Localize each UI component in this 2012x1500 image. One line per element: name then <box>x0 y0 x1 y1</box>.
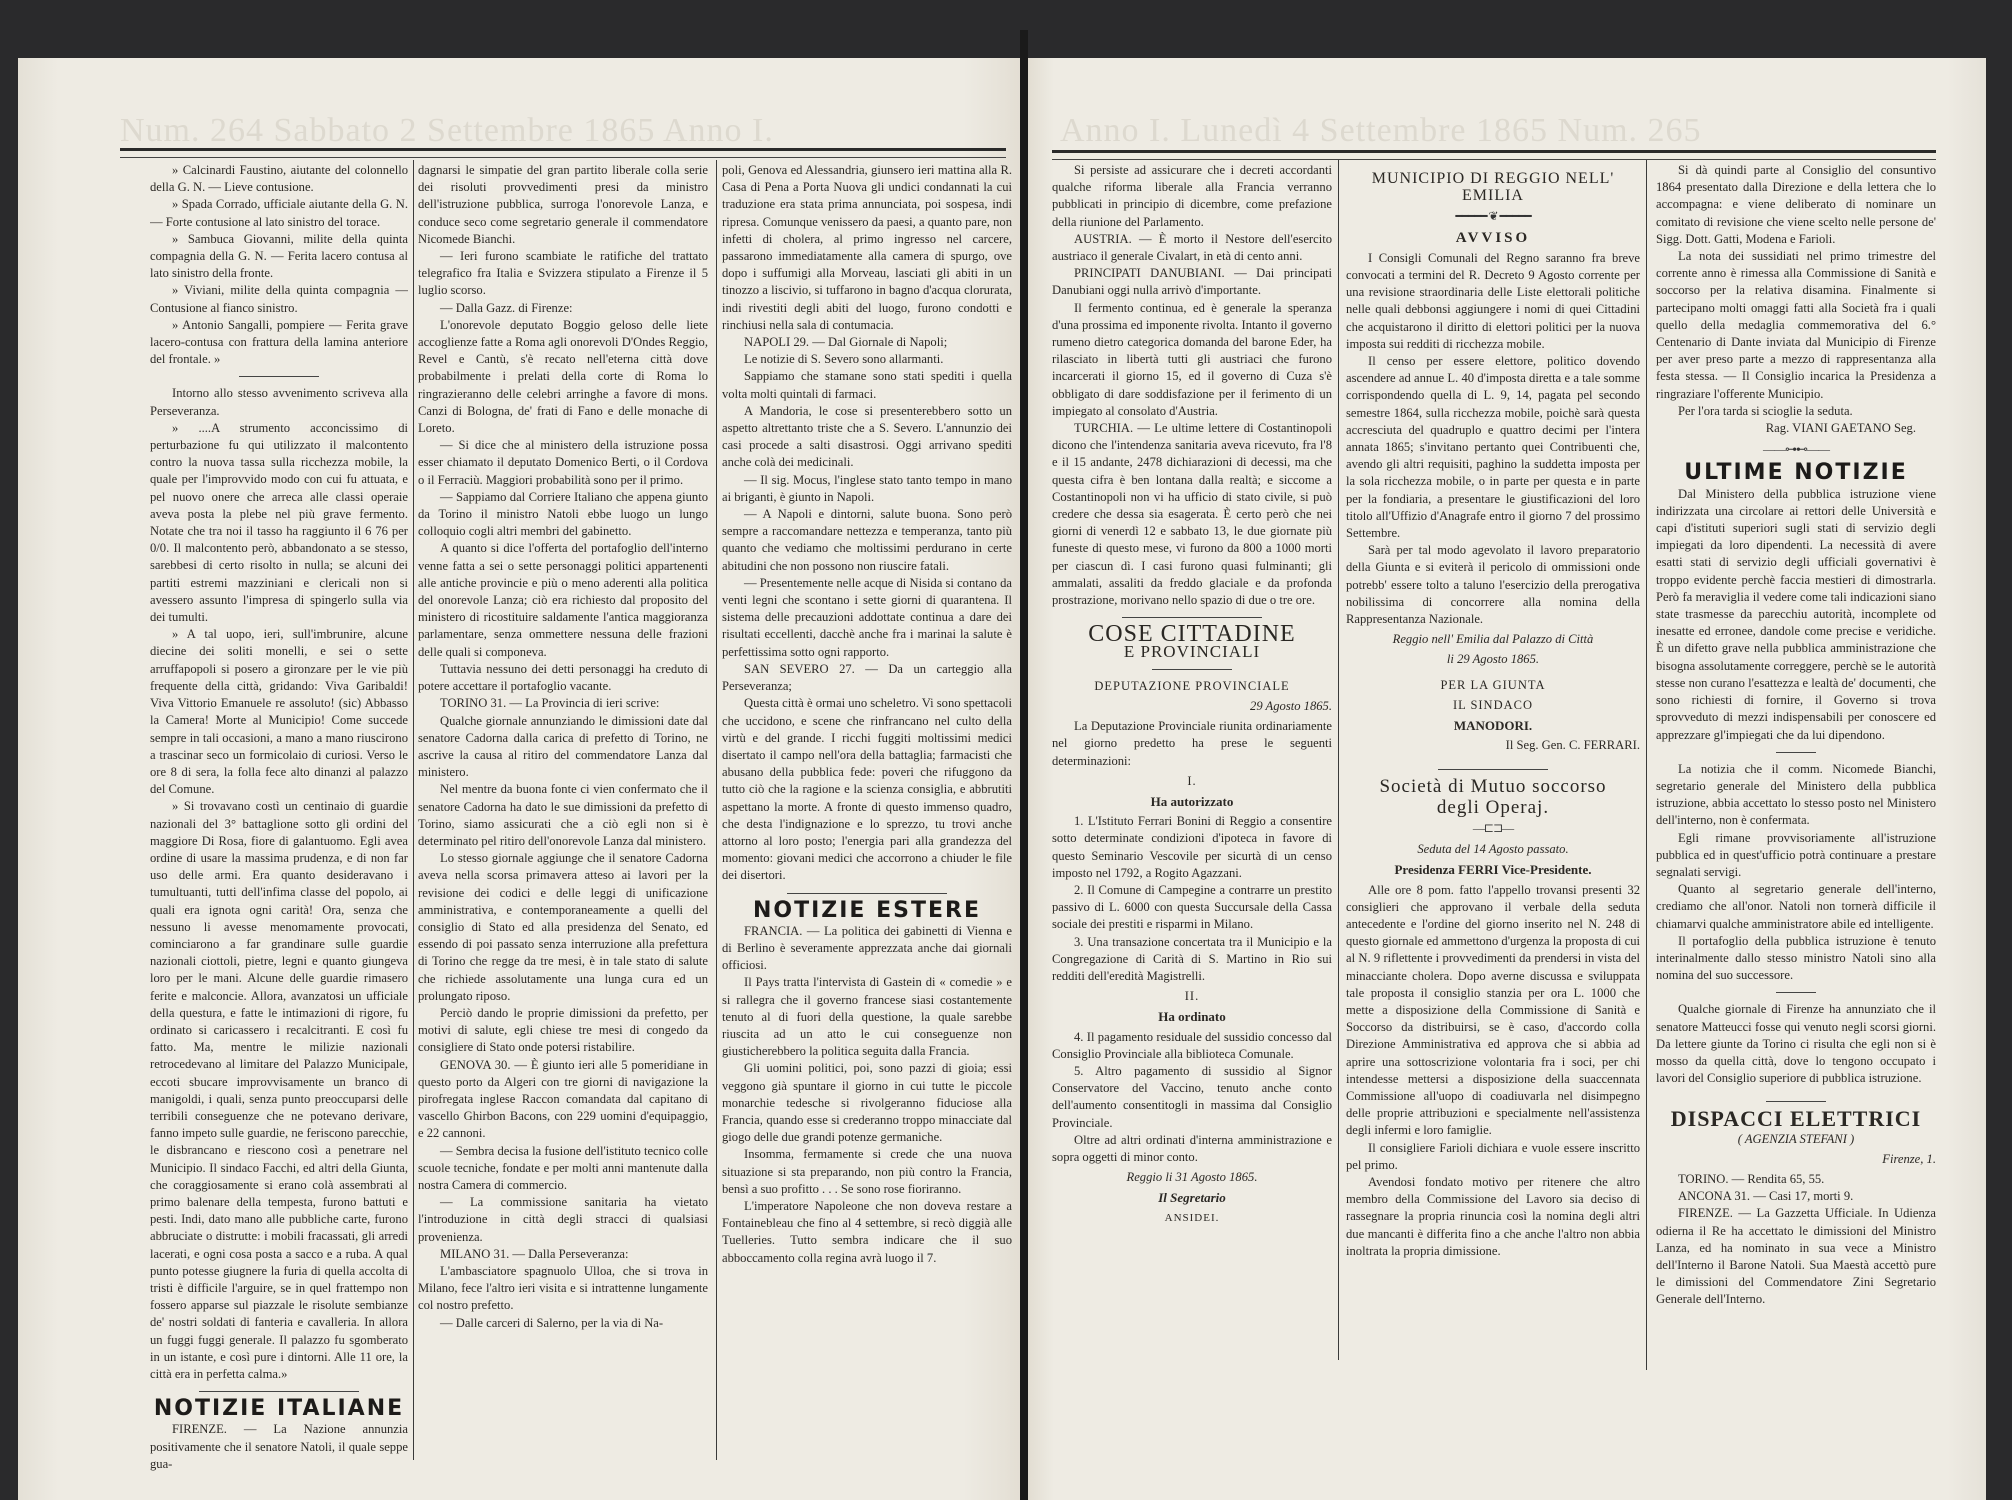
section-heading-dispacci: DISPACCI ELETTRICI <box>1670 1106 1922 1132</box>
article-paragraph: Dal Ministero della pubblica istruzione viene indirizzata una circolare ai rettori delle Università e capi d'istituti superiori sugli stati di servizio degli impiegati da loro dipendenti. La necessità di avere esatti stati di servizio degli ufficiali governativi è troppo evidente perchè faccia mestieri di dimostrarla. Però fa meraviglia il vedere come tali indicazioni siano state trasmesse da parecchiu autorità, incomplete od inesatte ed erronee, dandole come precise e veridiche. È un difetto grave nella pubblica amministrazione che bisogna assolutamente correggere, perchè se le autorità stesse non curano l'esattezza e lealtà de' documenti, che sono richiesti di fornire, il Governo si trova sprovveduto di mezzi indispensabili per conoscere ed apprezzare gl'impiegati che da lui dipendono. <box>1656 486 1936 742</box>
ornament-divider: —⊏⊐— <box>1472 820 1514 835</box>
separator <box>1122 617 1262 618</box>
society-title: degli Operaj. <box>1436 796 1550 818</box>
article-paragraph: Egli rimane provvisoriamente all'istruzione pubblica ed in quest'ufficio potrà continuare a prestare segnalati servigi. <box>1656 830 1936 879</box>
article-paragraph: Lo stesso giornale aggiunge che il senatore Cadorna aveva nella scorsa primavera atteso ai lavori per la revisione dei codici e delle leggi di unificazione amministrativa, e contemporaneamente a quelli del consiglio di Stato ed alla presidenza del Senato, ed essendo di poi passato senza interruzione alla prefettura di Torino che regge da tre mesi, è in tale stato di salute che richiede assolutamente una lunga cura ed un prolungato riposo. <box>418 851 708 1003</box>
dateline: Firenze, 1. <box>1882 1151 1936 1166</box>
left-col-3 <box>722 162 1012 1472</box>
article-paragraph: » Si trovavano costì un centinaio di guardie nazionali del 3° battaglione sotto gli ordini del maggiore Di Rosa, fiore di galantuomo. Egli avea ordine di usare la massima prudenza, e di non far uso delle armi. Era quanto desideravano i tumultuanti, tutti dell'infima classe del popolo, ai quali era ignota ogni carità! Ora, senza che nessuno li avesse menomamente provocati, cominciarono a far grandinare sulle guardie nazionali ciottoli, pietre, legni e quanto giungeva loro per le mani. Alcune delle guardie rimasero ferite e malconcie. Allora, avanzatosi un ufficiale della questura, e fatte le intimazioni di rigore, fu ordinato si caricassero i recalcitranti. E così fu fatto. Ma, mentre le milizie nazionali retrocedevano al limitare del Palazzo Municipale, eccoti sbucare improvvisamente un branco di manigoldi, i quali, senza punto preoccuparsi delle terribili conseguenze che ne potevano derivare, fanno impeto sulle guardie, ne feriscono parecchie, le disbrancano e riescono così a penetrare nel Municipio. Il sindaco Facchi, ed altri della Giunta, che coraggiosamente si erano colà assembrati al primo balenare della tempesta, furono battuti e pesti. Indi, dato mano alle pubbliche carte, furono abbruciate o distrutte: i mobili fracassati, gli arredi lacerati, e ogni cosa posta a sacco e a ruba. A qual punto potesse giugnere la furia di quella accolta di tristi è difficile l'arguire, se in quel frattempo non fossero apparse sul piazzale le risolute sembianze de' nostri soldati di fanteria e cavalleria. In allora un fuggi fuggi generale. Il palazzo fu sgomberato in un istante, e così pure i dintorni. Alle 11 ore, la città era in perfetta calma.» <box>150 799 408 1382</box>
article-paragraph: La notizia che il comm. Nicomede Bianchi, segretario generale del Ministero della pubblica istruzione, abbia accettato lo stesso posto nel Ministero dell'interno, non è confermata. <box>1656 761 1936 828</box>
part-numeral: I. <box>1187 773 1197 788</box>
part-numeral: II. <box>1184 989 1200 1004</box>
left-col-2 <box>418 162 708 1472</box>
deputazione-heading: DEPUTAZIONE PROVINCIALE <box>1094 678 1290 693</box>
article-paragraph: Insomma, fermamente si crede che una nuova situazione si sta preparando, non più contro la Francia, bensì a suo profitto . . . Se sono rose fioriranno. <box>722 1147 1012 1196</box>
article-paragraph: GENOVA 30. — È giunto ieri alle 5 pomeridiane in questo porto da Algeri con tre giorni di navigazione la pirofregata inglese Raccon comandata dal capitano di vascello Ghirbon Bacons, con 229 uomini d'equipaggio, e 22 cannoni. <box>418 1057 708 1141</box>
article-paragraph: — Sappiamo dal Corriere Italiano che appena giunto da Torino il ministro Natoli ebbe luogo un lungo colloquio cogli altri membri del gabinetto. <box>418 489 708 539</box>
dispatch-item: FIRENZE. — La Gazzetta Ufficiale. In Udienza odierna il Re ha accettato le dimissioni del Ministro Lanza, ed ha nominato in sua vece a Ministro dell'Interno il Barone Natoli. Sua Maestà accettò pure le dimissioni del Commendatore Zini Segretario Generale dell'Interno. <box>1656 1206 1936 1307</box>
right-col-3 <box>1656 162 1936 1472</box>
article-paragraph: Sarà per tal modo agevolato il lavoro preparatorio della Giunta e si eviterà il pericolo di ommissioni onde potrebb' essere tolto a taluno l'esercizio della prerogativa nobilissima di concorrere alla nomina della Rappresentanza Nazionale. <box>1346 543 1640 627</box>
list-item: 3. Una transazione concertata tra il Municipio e la Congregazione di Carità di S. Martino in Rio sui redditi dell'eredità Magistrelli. <box>1052 934 1332 983</box>
article-paragraph: A quanto si dice l'offerta del portafoglio dell'interno venne fatta a sei o sette personaggi politici appartenenti alle antiche provincie e più o meno aderenti alla politica del onorevole Lanza; ciò era richiesto dal proposito del ministero di ricostituire saldamente l'antica maggioranza parlamentare, senza ommettere nessuna delle frazioni delle quali si componeva. <box>418 541 708 659</box>
article-paragraph: Il consigliere Farioli dichiara e vuole essere inscritto pel primo. <box>1346 1140 1640 1172</box>
list-item: 1. L'Istituto Ferrari Bonini di Reggio a consentire sotto determinate condizioni d'ipoteca in favore di questo Seminario Vescovile per sicurtà di un censo imposto nel 1792, a Rogito Agazzani. <box>1052 814 1332 880</box>
separator <box>1766 1101 1826 1102</box>
municipio-title: MUNICIPIO DI REGGIO NELL' EMILIA <box>1371 170 1615 205</box>
article-paragraph: Perciò dando le proprie dimissioni da prefetto, per motivi di salute, egli chiese tre mesi di congedo da consigliere di Stato onde potersi ristabilire. <box>418 1005 708 1055</box>
dispatch-item: ANCONA 31. — Casi 17, morti 9. <box>1678 1189 1854 1204</box>
column-divider <box>413 160 414 1460</box>
article-paragraph: TURCHIA. — Le ultime lettere di Costantinopoli dicono che l'intendenza sanitaria aveva ricevuto, fra l'8 e il 15 andante, 2478 dichiarazioni di decessi, ma che questa cifra è ben lontana dalla realtà; e siccome a Costantinopoli non vi ha ufficio di stato civile, si può credere che dessa sia esagerata. È certo però che nei giorni di venerdì 12 e sabbato 13, le due giornate più funeste di questo mese, vi furono da 800 a 1000 morti per ciascun dì. I casi furono quasi fulminanti; gli ammalati, assaliti da freddo glaciale e da profonda prostrazione, morivano nello spazio di due o tre ore. <box>1052 421 1332 608</box>
dateline: 29 Agosto 1865. <box>1250 698 1332 713</box>
signature-line: PER LA GIUNTA <box>1440 677 1546 692</box>
separator <box>1776 992 1816 993</box>
column-divider <box>1338 160 1339 1360</box>
article-paragraph: Questa città è ormai uno scheletro. Vi sono spettacoli che uccidono, e scene che rinfrancano nel culto della virtù e del grande. I ricchi fuggiti moltissimi medici disertato il campo nell'ora della battaglia; farmacisti che abusano della pubblica fede: poveri che rifuggono da tutto ciò che la ragione e la scienza consiglia, e abbrutiti aspettano la morte. A fronte di questo immenso quadro, che desta l'indignazione e lo sprezzo, tu trovi anche attorno al loro posto; l'energia pari alla grandezza del momento: giovani medici che accorrono a chiuder le file dei disertori. <box>722 696 1012 883</box>
left-col-1 <box>150 162 408 1472</box>
right-header-rule <box>1052 150 1936 160</box>
article-paragraph: — Dalla Gazz. di Firenze: <box>440 300 573 315</box>
article-paragraph: L'ambasciatore spagnuolo Ulloa, che si trova in Milano, fece l'altro ieri visita e si intrattenne lungamente col nostro prefetto. <box>418 1264 708 1313</box>
casualty-item: » Antonio Sangalli, pompiere — Ferita grave lacero-contusa con frattura della lamina anteriore del frontale. » <box>150 317 408 367</box>
article-paragraph: La Deputazione Provinciale riunita ordinariamente nel giorno predetto ha prese le seguenti determinazioni: <box>1052 719 1332 768</box>
article-paragraph: Per l'ora tarda si scioglie la seduta. <box>1678 403 1853 418</box>
article-paragraph: — Ieri furono scambiate le ratifiche del trattato telegrafico fra Italia e Svizzera stipulato a Firenze il 5 luglio scorso. <box>418 249 708 298</box>
article-paragraph: Le notizie di S. Severo sono allarmanti. <box>744 352 944 367</box>
signature-name: MANODORI. <box>1453 718 1533 734</box>
article-paragraph: Si persiste ad assicurare che i decreti accordanti qualche riforma liberale alla Francia verranno pubblicati in principio di dicembre, come prefazione della riunione del Parlamento. <box>1052 163 1332 229</box>
right-ghost-masthead: Anno I. Lunedì 4 Settembre 1865 Num. 265 <box>1060 112 1702 149</box>
secretary-signature: Rag. VIANI GAETANO Seg. <box>1765 421 1916 436</box>
separator <box>1776 752 1816 753</box>
article-paragraph: Sappiamo che stamane sono stati spediti i quella volta molti quintali di farmaci. <box>722 369 1012 401</box>
session-line: Seduta del 14 Agosto passato. <box>1417 842 1569 857</box>
article-paragraph: La nota dei sussidiati nel primo trimestre del corrente anno è rimessa alla Commissione di Sanità e soccorso per la relativa disamina. Finalmente si partecipano molti omaggi fatti alla Società fra i quali quello della medaglia commemorativa del 6.° Centenario di Dante inviata dal Municipio di Firenze per aver preso parte a mezzo di rappresentanza alla festa stessa. — Il Consiglio incarica la Presidenza a ringraziare l'offerente Municipio. <box>1656 249 1936 401</box>
article-paragraph: Nel mentre da buona fonte ci vien confermato che il senatore Cadorna ha dato le sue dimissioni da prefetto di Torino, siamo assicurati che a ciò egli non si è determinato pel ritiro dell'onorevole Lanza dal ministero. <box>418 782 708 848</box>
article-paragraph: MILANO 31. — Dalla Perseveranza: <box>440 1246 629 1261</box>
separator <box>1438 769 1548 770</box>
article-paragraph: Il portafoglio della pubblica istruzione è tenuto interinalmente dallo stesso ministro Natoli sino alla nomina del suo successore. <box>1656 933 1936 983</box>
article-paragraph: Gli uomini politici, poi, sono pazzi di gioia; essi veggono già spuntare il giorno in cui tutte le piccole monarchie tedesche si rivolgeranno fiduciose alla Francia, quando esse si crederanno troppo minacciate dal giogo delle due grandi potenze germaniche. <box>722 1061 1012 1145</box>
right-col-2 <box>1346 162 1640 1472</box>
separator <box>787 893 947 894</box>
article-paragraph: Avendosi fondato motivo per ritenere che altro membro della Commissione del Lavoro sia deciso di rassegnare la propria rinuncia così la nomina degli altri due mancanti è differita fino a che anche l'altro non abbia inoltrata la propria dimissione. <box>1346 1174 1640 1258</box>
casualty-item: » Calcinardi Faustino, aiutante del colonnello della G. N. — Lieve contusione. <box>150 163 408 195</box>
article-paragraph: AUSTRIA. — È morto il Nestore dell'esercito austriaco il generale Civalart, in età di cento anni. <box>1052 231 1332 264</box>
signature-title: Il Segretario <box>1158 1190 1226 1206</box>
article-paragraph: L'imperatore Napoleone che non doveva restare a Fontainebleau che fino al 4 settembre, si recò diggià alle Tuelleries. Tutto sembra indicare che il suo abboccamento colla regina avrà luogo il 7. <box>722 1198 1012 1265</box>
book-spine <box>1020 30 1028 1500</box>
article-paragraph: Si dà quindi parte al Consiglio del consuntivo 1864 presentato dalla Direzione e della lettera che lo accompagna: e viene deliberato di nominare un comitato di revisione che viene scelto nelle persone de' Sigg. Dott. Gatti, Modena e Farioli. <box>1656 163 1936 246</box>
article-paragraph: I Consigli Comunali del Regno saranno fra breve convocati a termini del R. Decreto 9 Agosto corrente per una revisione straordinaria delle Liste elettorali politiche nelle quali debbonsi aggiungere i nomi di quei Cittadini che acquistarono il diritto di elettori politici per la nuova imposta sui redditi di ricchezza mobile. <box>1346 250 1640 351</box>
dispatch-item: TORINO. — Rendita 65, 55. <box>1678 1171 1825 1186</box>
article-paragraph: Il fermento continua, ed è generale la speranza d'una prossima ed imponente rivolta. Intanto il governo rumeno dietro categorica domanda del barone Eder, ha rilasciato in libertà tutti gli austriaci che furono incarcerati il giorno 15, ed il governo di Cuza s'è obbligato di dare soddisfazione per il ferimento di un impiegato al consolato d'Austria. <box>1052 300 1332 418</box>
column-divider <box>1646 160 1647 1370</box>
part-title: Ha ordinato <box>1158 1009 1226 1025</box>
separator <box>239 376 319 377</box>
section-heading-notizie-italiane: NOTIZIE ITALIANE <box>153 1396 405 1422</box>
section-heading-cose-cittadine: COSE CITTADINE <box>1088 621 1296 648</box>
closing-dateline: Reggio li 31 Agosto 1865. <box>1126 1170 1258 1185</box>
article-paragraph: — Dalle carceri di Salerno, per la via di Na- <box>440 1315 664 1330</box>
article-paragraph: — A Napoli e dintorni, salute buona. Sono però sempre a raccomandare nettezza e temperanza, tanto più quanto che vediamo che moltissimi perdurano in certe abitudini che non possono non riuscire fatali. <box>722 507 1012 573</box>
article-paragraph: dagnarsi le simpatie del gran partito liberale colla serie dei risoluti provvedimenti presi da ministro dell'istruzione pubblica, surroga l'onorevole Lanza, e conduce seco come segretario generale il commendatore Nicomede Bianchi. <box>418 163 708 246</box>
signature-name: ANSIDEI. <box>1164 1211 1220 1224</box>
separator <box>199 1391 359 1392</box>
ornament-divider: ——⊶⊷—— <box>1763 442 1829 457</box>
article-paragraph: — Il sig. Mocus, l'inglese stato tanto tempo in mano ai briganti, è giunto in Napoli. <box>722 472 1012 504</box>
article-paragraph: Alle ore 8 pom. fatto l'appello trovansi presenti 32 consiglieri che approvano il verbale della seduta antecedente e l'ordine del giorno inserito nel N. 248 di questo giornale ed ammettono d'urgenza la proposta di cui al N. 9 riflettente i provvedimenti da prendersi in vista del minacciante cholera. Dopo averne discussa e sviluppata tale proposta il consiglio stanzia per ora L. 1000 che mette a disposizione della Commissione di Sanità e Soccorso da distribuirsi, se è caso, d'accordo colla Direzione Amministrativa ed approva che si abbia ad aprire una sottoscrizione volontaria fra i soci, per chi intendesse mettersi a disposizione della suaccennata Commissione all'uopo di coadiuvarla nel disimpegno delle proprie attribuzioni e specialmente nell'assistenza degli infermi e loro famiglie. <box>1346 882 1640 1138</box>
agency-line: ( AGENZIA STEFANI ) <box>1737 1131 1855 1146</box>
left-ghost-masthead: Num. 264 Sabbato 2 Settembre 1865 Anno I. <box>120 112 774 149</box>
article-paragraph: poli, Genova ed Alessandria, giunsero ieri mattina alla R. Casa di Pena a Porta Nuova gli undici condannati la cui traduzione era stata prima annunciata, poi sospesa, indi ripresa. Comunque venissero da paesi, a quanto pare, non infetti di cholera, al primo ingresso nel carcere, passarono immediatamente alla camera di spurgo, ove dopo i suffumigi alla Morveau, lasciati gli abiti in un tinozzo a liscivio, si tuffarono in bagno d'acqua clorurata, indi rivestiti degli abiti del luogo, furono condotti e rinchiusi nella sala di contumacia. <box>722 163 1012 332</box>
article-paragraph: FIRENZE. — La Nazione annunzia positivamente che il senatore Natoli, il quale seppe gua- <box>150 1422 408 1471</box>
casualty-item: » Viviani, milite della quinta compagnia — Contusione al fianco sinistro. <box>150 283 408 315</box>
left-header-rule <box>120 148 1006 158</box>
section-heading-notizie-estere: NOTIZIE ESTERE <box>752 897 981 923</box>
article-paragraph: FRANCIA. — La politica dei gabinetti di Vienna e di Berlino è severamente apprezzata anche dai giornali officiosi. <box>722 923 1012 973</box>
presidency-line: Presidenza FERRI Vice-Presidente. <box>1394 862 1592 878</box>
article-paragraph: Il censo per essere elettore, politico dovendo ascendere ad annue L. 40 d'imposta diretta e a tale somme corrispondendo quella di L. 9, 14, pagata pel secondo semestre 1864, sulla ricchezza mobile, poichè sarà questa accresciuta del quadruplo e quattro decimi per l'intera annata 1865; s'invitano pertanto quei Contribuenti che, avendo gli altri requisiti, paghino la suddetta imposta per la sola ricchezza mobile, o in parte per questa e in parte per la fondiaria, a presentare le giustificazioni del loro titolo all'Uffizio d'Anagrafe entro il giorno 7 del prossimo Settembre. <box>1346 354 1640 541</box>
article-paragraph: Tuttavia nessuno dei detti personaggi ha creduto di potere accettare il portafoglio vacante. <box>418 661 708 694</box>
article-paragraph: — Si dice che al ministero della istruzione possa esser chiamato il deputato Domenico Berti, o il Cordova o il Ferraciù. Maggiori probabilità sono per il primo. <box>418 438 708 487</box>
article-paragraph: Qualche giornale annunziando le dimissioni date dal senatore Cadorna dalla carica di prefetto di Torino, ne ascrive la causa al ritiro del commendatore Lanza dal ministero. <box>418 713 708 780</box>
article-paragraph: » A tal uopo, ieri, sull'imbrunire, alcune diecine dei soliti monelli, e sei o sette arruffapopoli si posero a gironzare per le vie più frequente della città, gridando: Viva Garibaldi! Viva Vittorio Emanuele re assoluto! (sic) Abbasso la Camera! Morte al Municipio! Come succede sempre in tali occasioni, a mano a mano riuscirono a trascinar seco un formicolaio di curiosi. Verso le ore 8 di sera, la folla fece alto dinanzi al palazzo del Comune. <box>150 627 408 797</box>
place-date: Reggio nell' Emilia dal Palazzo di Città <box>1392 632 1594 647</box>
society-title: Società di Mutuo soccorso <box>1379 775 1607 797</box>
right-col-1 <box>1052 162 1332 1472</box>
article-paragraph: SAN SEVERO 27. — Da un carteggio alla Perseveranza; <box>722 661 1012 694</box>
casualty-item: » Sambuca Giovanni, milite della quinta compagnia della G. N. — Ferita lacero contusa al lato sinistro della fronte. <box>150 231 408 281</box>
article-paragraph: L'onorevole deputato Boggio geloso delle liete accoglienze fatte a Roma agli onorevoli D'Ondes Reggio, Revel e Cantù, s'è recato nell'eterna città dove probabilmente i prelati della corte di Roma lo ringrazieranno delle celebri arringhe a favore di mons. Canzi di Bologna, de' frati di Fano e delle monache di Loreto. <box>418 317 708 436</box>
list-item: 4. Il pagamento residuale del sussidio concesso dal Consiglio Provinciale alla biblioteca Comunale. <box>1052 1029 1332 1061</box>
avviso-heading: AVVISO <box>1455 229 1531 246</box>
column-divider <box>716 160 717 1460</box>
article-paragraph: Qualche giornale di Firenze ha annunziato che il senatore Matteucci fosse qui venuto negli scorsi giorni. Da lettere giunte da Torino ci risulta che egli non si è mosso da quella città, dove lo tengono occupato i lavori del Consiglio superiore di pubblica istruzione. <box>1656 1002 1936 1086</box>
part-title: Ha autorizzato <box>1150 793 1234 809</box>
article-paragraph: Intorno allo stesso avvenimento scriveva alla Perseveranza. <box>150 386 408 418</box>
article-paragraph: TORINO 31. — La Provincia di ieri scrive: <box>440 696 660 711</box>
ornament-divider: ━━━━━ ❦ ━━━━━ <box>1455 209 1531 224</box>
article-paragraph: Il Pays tratta l'intervista di Gastein di « comedie » e si rallegra che il governo francese siasi costantemente tenuto al di fuori della questione, la quale sarebbe riuscita ad un atto le cui conseguenze non giusticherebbero la politica seguita dalla Francia. <box>722 975 1012 1059</box>
place-date: li 29 Agosto 1865. <box>1446 652 1540 667</box>
article-paragraph: Quanto al segretario generale dell'interno, crediamo che all'onor. Natoli non tornerà difficile il chiamarvi qualche amministratore abile ed intelligente. <box>1656 882 1936 931</box>
separator <box>1152 669 1232 670</box>
section-subheading-provinciali: E PROVINCIALI <box>1123 642 1261 662</box>
signature-line: IL SINDACO <box>1452 697 1534 712</box>
list-item: Oltre ad altri ordinati d'interna amministrazione e sopra oggetti di minor conto. <box>1052 1132 1332 1164</box>
article-paragraph: » ....A strumento acconcissimo di perturbazione fu qui utilizzato il malcontento contro la nuova tassa sulla ricchezza mobile, la quale per l'improvvido modo con cui fu attuata, e pel nuovo onere che arreca alle classi operaie aveva posta la plebe nel più grave fermento. Notate che tra noi il tasso ha raggiunto il 6 76 per 0/0. Il malcontento però, abbandonato a se stesso, sarebbesi di certo risolto in nulla; se alcuni dei partiti estremi mazziniani e clericali non si avessero assunto l'impresa di spingerlo sulla via dei tumulti. <box>150 420 408 625</box>
secretary-signature: Il Seg. Gen. C. FERRARI. <box>1505 738 1640 753</box>
article-paragraph: — La commissione sanitaria ha vietato l'introduzione in città degli stracci di qualsiasi provenienza. <box>418 1195 708 1244</box>
casualty-item: » Spada Corrado, ufficiale aiutante della G. N. — Forte contusione al lato sinistro del torace. <box>150 197 408 229</box>
article-paragraph: NAPOLI 29. — Dal Giornale di Napoli; <box>744 335 948 350</box>
section-heading-ultime-notizie: ULTIME NOTIZIE <box>1684 460 1908 486</box>
article-paragraph: A Mandoria, le cose si presenterebbero sotto un aspetto altrettanto triste che a S. Severo. L'annunzio dei casi procede a salti disastrosi. Oggi arrivano spediti anche colà dei medicinali. <box>722 403 1012 470</box>
list-item: 5. Altro pagamento di sussidio al Signor Conservatore del Vaccino, tenuto anche conto dell'aumento consentitogli in massima dal Consiglio Provinciale. <box>1052 1063 1332 1130</box>
list-item: 2. Il Comune di Campegine a contrarre un prestito passivo di L. 6000 con questa Succursale della Cassa sociale dei prestiti e risparmi in Milano. <box>1052 882 1332 932</box>
article-paragraph: — Sembra decisa la fusione dell'istituto tecnico colle scuole tecniche, fondate e per molti anni mantenute dalla nostra Camera di commercio. <box>418 1143 708 1192</box>
article-paragraph: — Presentemente nelle acque di Nisida si contano da venti legni che scontano i sette giorni di quarantena. Il sistema delle precauzioni addottate continua a dare dei risultati eccellenti, dacchè anche fra i marinai la salute è perfettissima sotto ogni rapporto. <box>722 575 1012 659</box>
article-paragraph: PRINCIPATI DANUBIANI. — Dai principati Danubiani oggi nulla arrivò d'importante. <box>1052 266 1332 298</box>
